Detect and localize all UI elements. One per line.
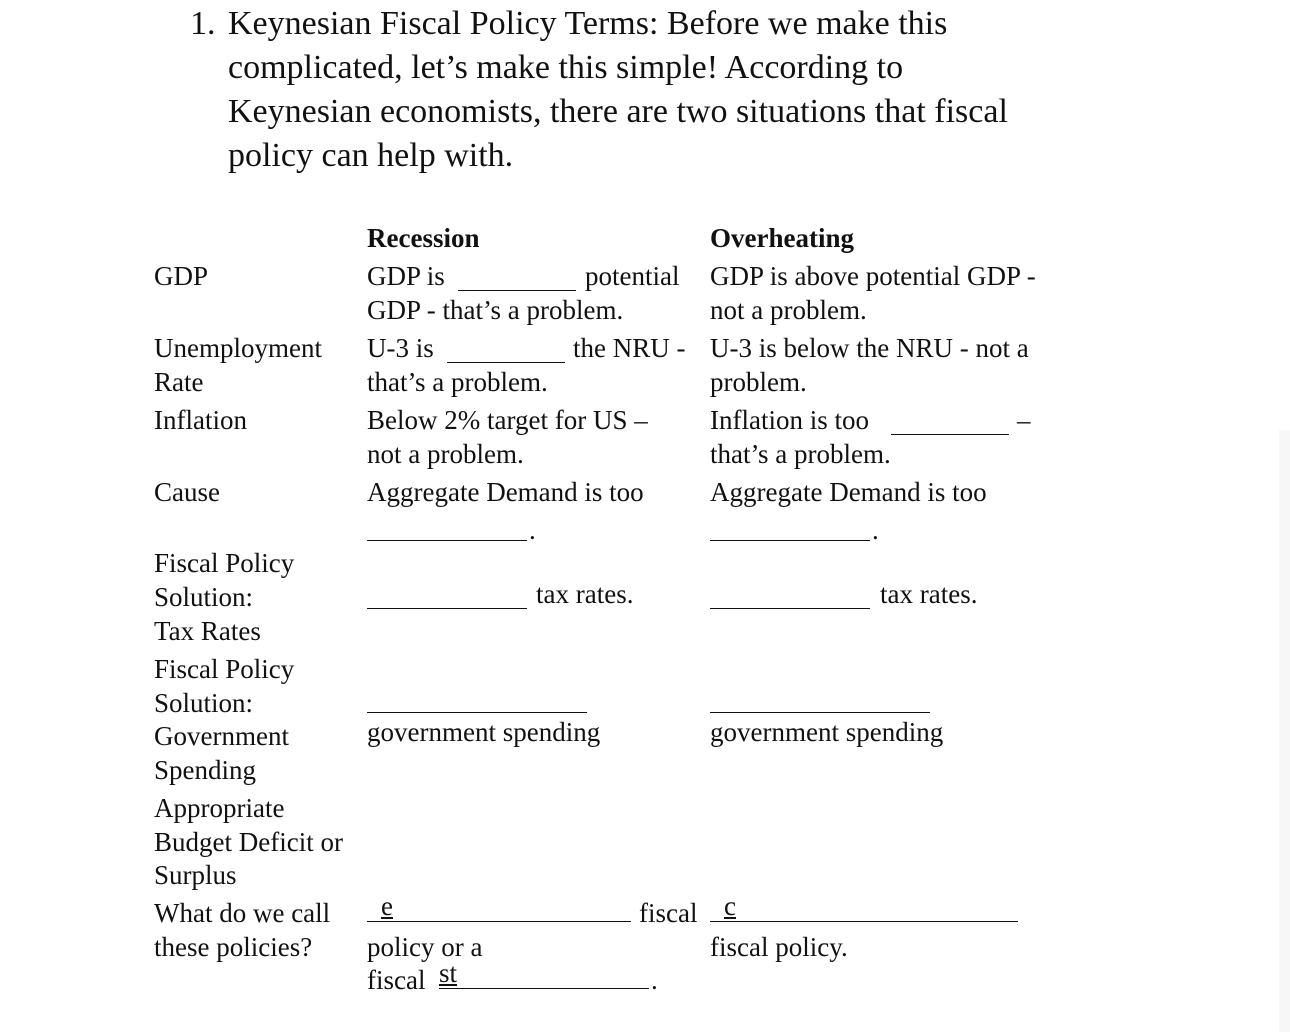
call-overheating-b: fiscal policy. <box>710 932 848 962</box>
label-gdp: GDP <box>154 261 209 291</box>
label-budget-a: Appropriate <box>154 793 285 823</box>
label-unemployment-b: Rate <box>154 367 204 397</box>
gdp-recession-a: GDP is <box>367 261 445 291</box>
label-tax-b: Solution: <box>154 582 254 612</box>
call-recession-blank-1[interactable] <box>367 891 631 930</box>
header-overheating: Overheating <box>710 223 854 253</box>
unemp-recession-b: the NRU - <box>573 333 686 363</box>
gdp-recession-blank[interactable] <box>458 266 576 296</box>
unemp-overheating-a: U-3 is below the NRU - not a <box>710 333 1029 363</box>
label-call-b: these policies? <box>154 932 313 962</box>
label-budget-b: Budget Deficit or <box>154 827 343 857</box>
label-budget-c: Surplus <box>154 860 237 890</box>
label-cause: Cause <box>154 477 220 507</box>
spending-recession-blank[interactable] <box>367 688 587 718</box>
spending-recession: government spending <box>367 717 601 747</box>
label-spending-b: Solution: <box>154 688 254 718</box>
cause-recession-period: . <box>529 515 536 545</box>
label-inflation: Inflation <box>154 405 247 435</box>
unemp-overheating-b: problem. <box>710 367 807 397</box>
inflation-overheating-b: that’s a problem. <box>710 439 891 469</box>
label-call-a: What do we call <box>154 898 331 928</box>
inflation-overheating-a: Inflation is too <box>710 405 869 435</box>
header-recession: Recession <box>367 223 480 253</box>
label-spending-c: Government <box>154 721 289 751</box>
cause-overheating: Aggregate Demand is too <box>710 477 987 507</box>
inflation-overheating-blank[interactable] <box>891 410 1009 440</box>
tax-recession-blank[interactable] <box>367 584 527 614</box>
label-tax-a: Fiscal Policy <box>154 548 295 578</box>
call-recession-blank-2[interactable] <box>439 958 649 997</box>
cause-recession-blank[interactable] <box>367 516 527 546</box>
tax-overheating: tax rates. <box>880 579 978 609</box>
label-tax-c: Tax Rates <box>154 616 261 646</box>
question-line-2: complicated, let’s make this simple! According to <box>228 49 904 86</box>
call-recession-b: policy or a <box>367 932 483 962</box>
call-recession-hint: e <box>381 891 393 921</box>
call-recession-period: . <box>651 965 658 995</box>
unemp-recession-c: that’s a problem. <box>367 367 548 397</box>
call-overheating-blank[interactable] <box>710 891 1018 930</box>
gdp-overheating-b: not a problem. <box>710 295 867 325</box>
page-edge-shadow <box>1279 430 1290 1032</box>
cause-recession: Aggregate Demand is too <box>367 477 644 507</box>
gdp-recession-c: GDP - that’s a problem. <box>367 295 624 325</box>
gdp-recession-b: potential <box>585 261 680 291</box>
unemp-recession-a: U-3 is <box>367 333 434 363</box>
question-line-1: Keynesian Fiscal Policy Terms: Before we make this <box>228 5 948 42</box>
cause-overheating-period: . <box>872 515 879 545</box>
spending-overheating: government spending <box>710 717 944 747</box>
tax-recession: tax rates. <box>536 579 634 609</box>
label-spending-d: Spending <box>154 755 257 785</box>
label-spending-a: Fiscal Policy <box>154 654 295 684</box>
call-overheating-hint: c <box>724 891 736 921</box>
gdp-overheating-a: GDP is above potential GDP - <box>710 261 1036 291</box>
tax-overheating-blank[interactable] <box>710 584 870 614</box>
spending-overheating-blank[interactable] <box>710 688 930 718</box>
inflation-recession-b: not a problem. <box>367 439 524 469</box>
inflation-overheating-dash: – <box>1017 405 1031 435</box>
inflation-recession-a: Below 2% target for US – <box>367 405 648 435</box>
question-line-3: Keynesian economists, there are two situations that fiscal <box>228 93 1008 130</box>
call-recession-fiscal: fiscal <box>639 898 698 928</box>
call-recession-hint-2: st <box>439 958 458 988</box>
label-unemployment-a: Unemployment <box>154 333 322 363</box>
cause-overheating-blank[interactable] <box>710 516 870 546</box>
question-number: 1. <box>190 5 216 42</box>
call-recession-c: fiscal <box>367 965 426 995</box>
question-line-4: policy can help with. <box>228 137 514 174</box>
unemp-recession-blank[interactable] <box>447 338 565 368</box>
